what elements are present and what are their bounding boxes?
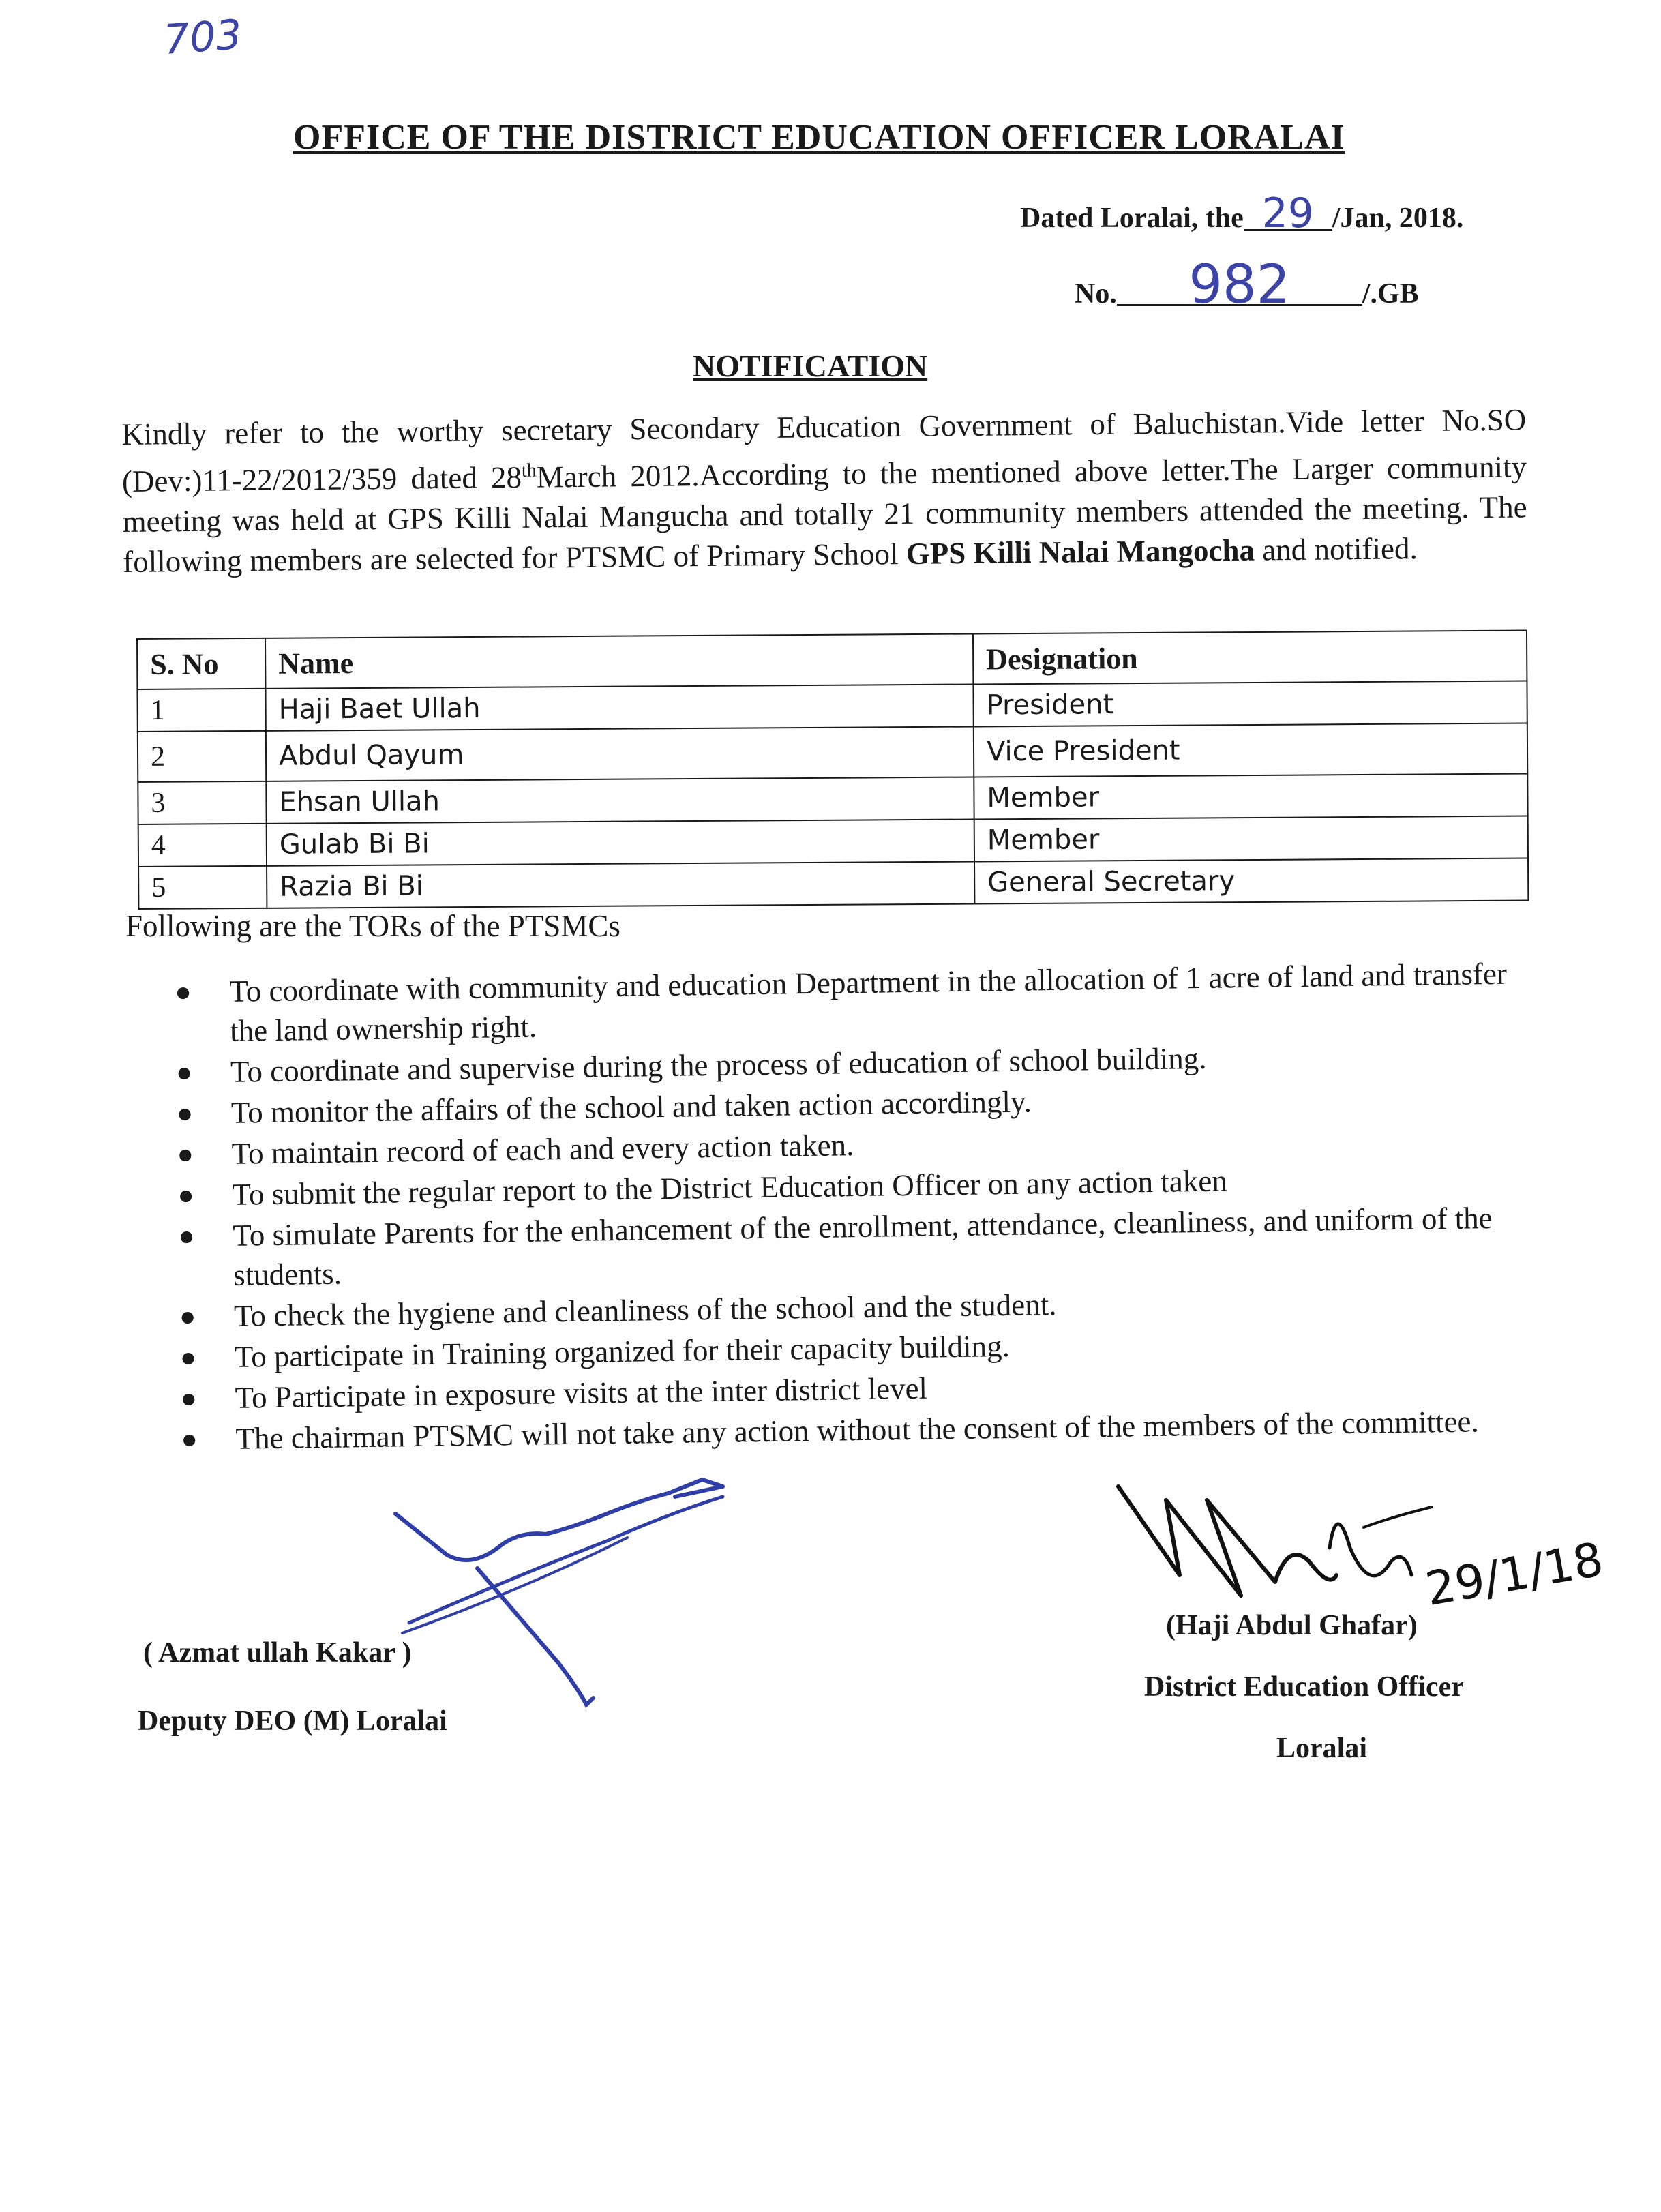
cell-name: Gulab Bi Bi xyxy=(267,819,974,865)
intro-paragraph xyxy=(121,400,1527,582)
members-table xyxy=(136,630,1529,910)
bullet-icon: ● xyxy=(175,976,192,1007)
tor-text: To coordinate and supervise during the process of education of school building. xyxy=(230,1041,1207,1089)
tor-list xyxy=(175,953,1531,1461)
bullet-icon: ● xyxy=(180,1382,198,1414)
tor-text: To submit the regular report to the District Education Officer on any action taken xyxy=(232,1163,1228,1212)
tor-text: To check the hygiene and cleanliness of the school and the student. xyxy=(233,1287,1057,1333)
bullet-icon: ● xyxy=(179,1341,197,1373)
intro-text-part2: March 2012.According to the mentioned above letter.The Larger community meeting was held at GPS Killi Nalai Mangucha and totally 21 community members attended the meeting. The following members are selected for PTSMC of Primary School xyxy=(122,449,1527,579)
tor-text: To monitor the affairs of the school and taken action accordingly. xyxy=(230,1084,1032,1130)
intro-text-part1: Kindly refer to the worthy secretary Secondary Education Government of Baluchistan.Vide letter No.SO (Dev:)11-22/2012/359 dated 28 xyxy=(121,402,1527,498)
header-name: Name xyxy=(265,634,973,689)
date-line xyxy=(1020,190,1464,237)
number-prefix: No. xyxy=(1075,278,1117,310)
tor-text: To coordinate with community and education Department in the allocation of 1 acre of land and transfer the land ownership right. xyxy=(229,956,1508,1048)
cell-sno: 5 xyxy=(138,866,267,909)
reference-number-line xyxy=(1075,254,1419,316)
cell-designation: Member xyxy=(974,816,1528,862)
table-row xyxy=(138,858,1528,909)
cell-designation: Member xyxy=(974,774,1527,820)
table-row xyxy=(138,723,1527,782)
intro-superscript: th xyxy=(521,460,537,481)
deo-signature xyxy=(1105,1459,1446,1623)
bullet-icon: ● xyxy=(177,1179,195,1210)
tor-text: To maintain record of each and every action taken. xyxy=(231,1128,854,1171)
bullet-icon: ● xyxy=(181,1423,198,1454)
bullet-icon: ● xyxy=(175,1056,193,1088)
cell-name: Abdul Qayum xyxy=(266,727,974,781)
office-title: OFFICE OF THE DISTRICT EDUCATION OFFICER LORALAI xyxy=(293,118,1345,157)
tor-heading: Following are the TORs of the PTSMCs xyxy=(125,909,620,943)
date-suffix: /Jan, 2018. xyxy=(1332,203,1464,234)
header-sno: S. No xyxy=(137,638,265,689)
reference-number-handwritten: 982 xyxy=(1117,266,1362,306)
bullet-icon: ● xyxy=(178,1220,195,1251)
intro-text-part3: and notified. xyxy=(1254,531,1418,567)
right-signatory-title: District Education Officer xyxy=(1144,1671,1464,1703)
notification-title: NOTIFICATION xyxy=(693,348,928,383)
signature-date-handwritten: 29/1/18 xyxy=(1422,1532,1608,1617)
bullet-icon: ● xyxy=(179,1300,196,1332)
cell-sno: 4 xyxy=(138,824,267,867)
bullet-icon: ● xyxy=(177,1138,194,1169)
tor-text: To simulate Parents for the enhancement of the enrollment, attendance, cleanliness, and uniform of the students. xyxy=(233,1201,1493,1292)
cell-sno: 3 xyxy=(138,781,266,824)
right-signatory-place: Loralai xyxy=(1276,1733,1367,1764)
tor-text: To Participate in exposure visits at the inter district level xyxy=(235,1371,928,1415)
cell-designation: Vice President xyxy=(974,723,1527,777)
cell-sno: 2 xyxy=(138,731,266,782)
cell-name: Haji Baet Ullah xyxy=(265,685,973,731)
table-header-row xyxy=(137,631,1527,689)
bullet-icon: ● xyxy=(176,1097,194,1129)
school-name: GPS Killi Nalai Mangocha xyxy=(906,533,1255,571)
left-signatory-title: Deputy DEO (M) Loralai xyxy=(138,1705,447,1737)
deputy-deo-signature xyxy=(382,1466,736,1718)
right-signatory-name: (Haji Abdul Ghafar) xyxy=(1166,1610,1418,1641)
cell-name: Razia Bi Bi xyxy=(267,861,974,908)
header-designation: Designation xyxy=(973,631,1527,685)
handwritten-file-mark: 703 xyxy=(162,11,243,64)
tor-text: To participate in Training organized for their capacity building. xyxy=(234,1328,1011,1374)
cell-sno: 1 xyxy=(137,689,265,732)
cell-designation: President xyxy=(973,681,1527,727)
left-signatory-name: ( Azmat ullah Kakar ) xyxy=(143,1637,412,1669)
cell-name: Ehsan Ullah xyxy=(266,777,974,824)
number-suffix: /.GB xyxy=(1362,278,1419,310)
date-day-handwritten: 29 xyxy=(1244,198,1332,231)
tor-text: The chairman PTSMC will not take any action without the consent of the members of the committee. xyxy=(235,1404,1480,1456)
cell-designation: General Secretary xyxy=(974,858,1528,904)
date-prefix: Dated Loralai, the xyxy=(1020,203,1244,234)
